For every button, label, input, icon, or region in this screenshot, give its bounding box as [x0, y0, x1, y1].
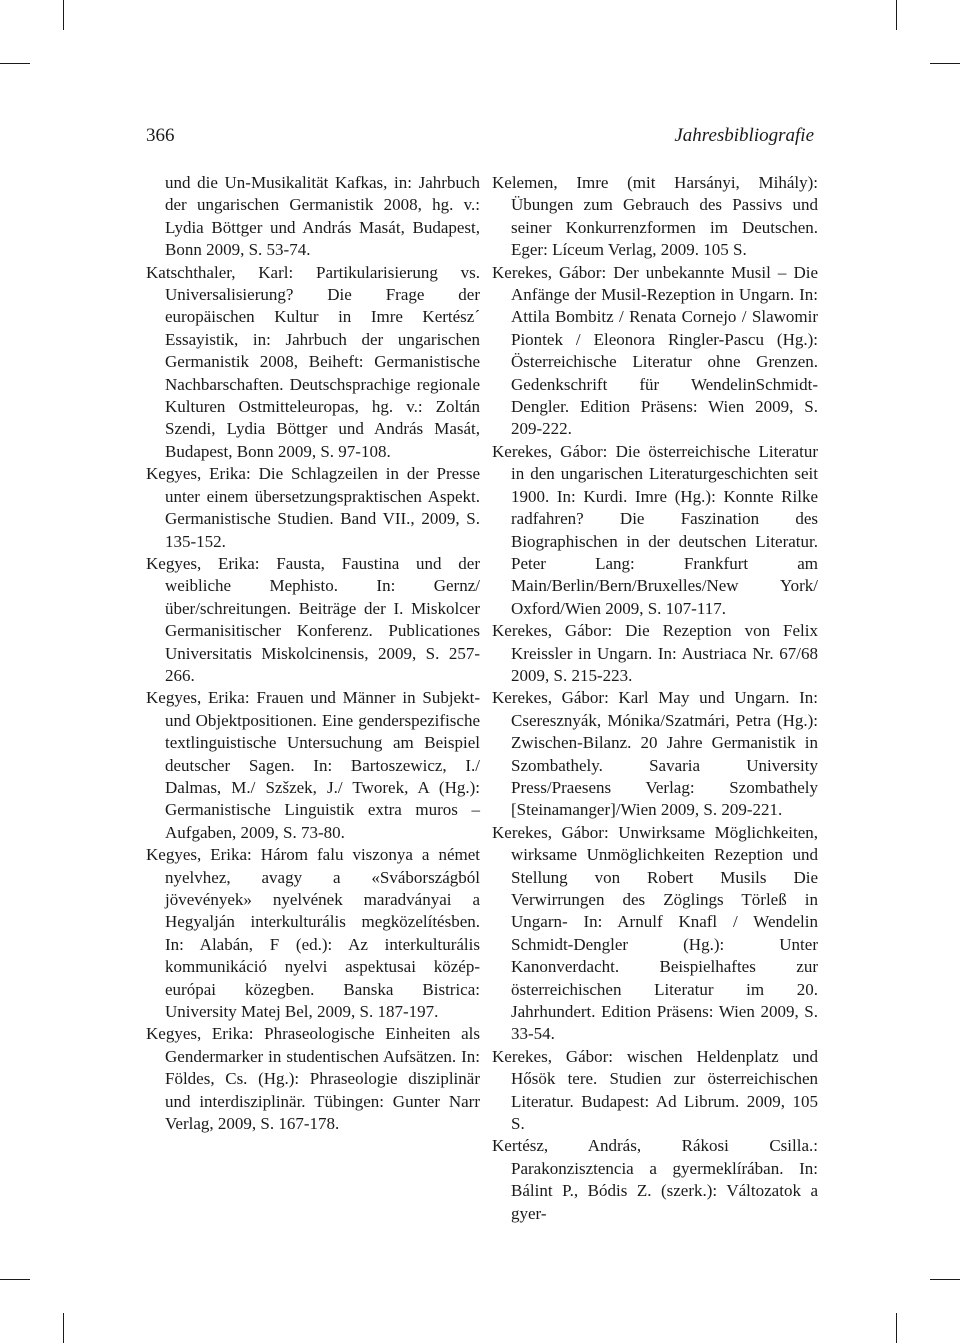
crop-mark — [63, 0, 64, 30]
bibliography-entry: Kegyes, Erika: Fausta, Faustina und der weibliche Mephisto. In: Gernz/über/schreitungen. Beiträge der I. Miskolcer Germanisitischer Konferenz. Publicationes Universitatis Miskolcinensis, 2009, S. 257-266. — [146, 553, 480, 685]
crop-mark — [930, 1279, 960, 1280]
bibliography-entry: und die Un-Musikalität Kafkas, in: Jahrbuch der ungarischen Germanistik 2008, hg. v.: Lydia Böttger und András Masát, Budapest, Bonn 2009, S. 53-74. — [165, 173, 480, 260]
bibliography-entry: Kertész, András, Rákosi Csilla.: Parakonzisztencia a gyermeklírában. In: Bálint P., Bódis Z. (szerk.): Változatok a gyer- — [492, 1136, 818, 1223]
running-title: Jahresbibliografie — [674, 125, 814, 146]
crop-mark — [930, 63, 960, 64]
page-number: 366 — [146, 125, 175, 146]
bibliography-entry: Kelemen, Imre (mit Harsányi, Mihály): Übungen zum Gebrauch des Passivs und seiner Konkurrenzformen im Deutschen. Eger: Líceum Verlag, 2009. 105 S. — [492, 173, 818, 260]
right-column — [492, 172, 818, 1225]
bibliography-entry: Kerekes, Gábor: Die österreichische Literatur in den ungarischen Literaturgeschichten seit 1900. In: Kurdi. Imre (Hg.): Konnte Rilke radfahren? Die Faszination des Biographischen in der deutschen Literatur. Peter Lang: Frankfurt am Main/Berlin/Bern/Bruxelles/New York/ Oxford/Wien 2009, S. 107-117. — [492, 441, 818, 618]
bibliography-entry: Kegyes, Erika: Phraseologische Einheiten als Gendermarker in studentischen Aufsätzen. In: Földes, Cs. (Hg.): Phraseologie disziplinär und interdisziplinär. Tübingen: Gunter Narr Verlag, 2009, S. 167-178. — [146, 1024, 480, 1134]
bibliography-entry: Kerekes, Gábor: Der unbekannte Musil – Die Anfänge der Musil-Rezeption in Ungarn. In: Attila Bombitz / Renata Cornejo / Slawomir Piontek / Eleonora Ringler-Pascu (Hg.): Österreichische Literatur ohne Grenzen. Gedenkschrift für WendelinSchmidt-Dengler. Edition Präsens: Wien 2009, S. 209-222. — [492, 262, 818, 439]
bibliography-entry: Kegyes, Erika: Frauen und Männer in Subjekt- und Objektpositionen. Eine genderspezifische textlinguistische Untersuchung am Beispiel deutscher Sagen. In: Bartoszewicz, I./ Dalmas, M./ Szšzek, J./ Tworek, A (Hg.): Germanistische Linguistik extra muros – Aufgaben, 2009, S. 73-80. — [146, 688, 480, 842]
bibliography-entry: Kerekes, Gábor: wischen Heldenplatz und Hősök tere. Studien zur österreichischen Literatur. Budapest: Ad Librum. 2009, 105 S. — [492, 1046, 818, 1134]
bibliography-entry: Kegyes, Erika: Die Schlagzeilen in der Presse unter einem übersetzungspraktischen Aspekt. Germanistische Studien. Band VII., 2009, S. 135-152. — [146, 464, 480, 551]
bibliography-entry: Katschthaler, Karl: Partikularisierung vs. Universalisierung? Die Frage der europäischen Kultur in Imre Kertész´ Essayistik, in: Jahrbuch der ungarischen Germanistik 2008, Beiheft: Germanistische Nachbarschaften. Deutschsprachige regionale Kulturen Ostmitteleuropas, hg. v.: Zoltán Szendi, Lydia Böttger und András Masát, Budapest, Bonn 2009, S. 97-108. — [146, 262, 480, 461]
crop-mark — [0, 63, 30, 64]
crop-mark — [896, 0, 897, 30]
crop-mark — [0, 1279, 30, 1280]
bibliography-entry: Kegyes, Erika: Három falu viszonya a német nyelvhez, avagy a «Svábországból jövevények» nyelvének maradványai a Hegyalján interkulturális megközelítésben. In: Alabán, F (ed.): Az interkulturális kommunikáció nyelvi aspektusai közép-európai közegben. Banska Bistrica: University Matej Bel, 2009, S. 187-197. — [146, 845, 480, 1022]
left-column — [146, 172, 480, 1135]
bibliography-entry: Kerekes, Gábor: Karl May und Ungarn. In: Cseresznyák, Mónika/Szatmári, Petra (Hg.): Zwischen-Bilanz. 20 Jahre Germanistik in Szombathely. Savaria University Press/Praesens Verlag: Szombathely [Steinamanger]/Wien 2009, S. 209-221. — [492, 688, 818, 820]
crop-mark — [63, 1313, 64, 1343]
bibliography-entry: Kerekes, Gábor: Die Rezeption von Felix Kreissler in Ungarn. In: Austriaca Nr. 67/68 2009, S. 215-223. — [492, 621, 818, 685]
crop-mark — [896, 1313, 897, 1343]
bibliography-entry: Kerekes, Gábor: Unwirksame Möglichkeiten, wirksame Unmöglichkeiten Rezeption und Stellung von Robert Musils Die Verwirrungen des Zöglings Törleß in Ungarn- In: Arnulf Knafl / Wendelin Schmidt-Dengler (Hg.): Unter Kanonverdacht. Beispielhaftes zur österreichischen Literatur im 20. Jahrhundert. Edition Präsens: Wien 2009, S. 33-54. — [492, 822, 818, 1044]
